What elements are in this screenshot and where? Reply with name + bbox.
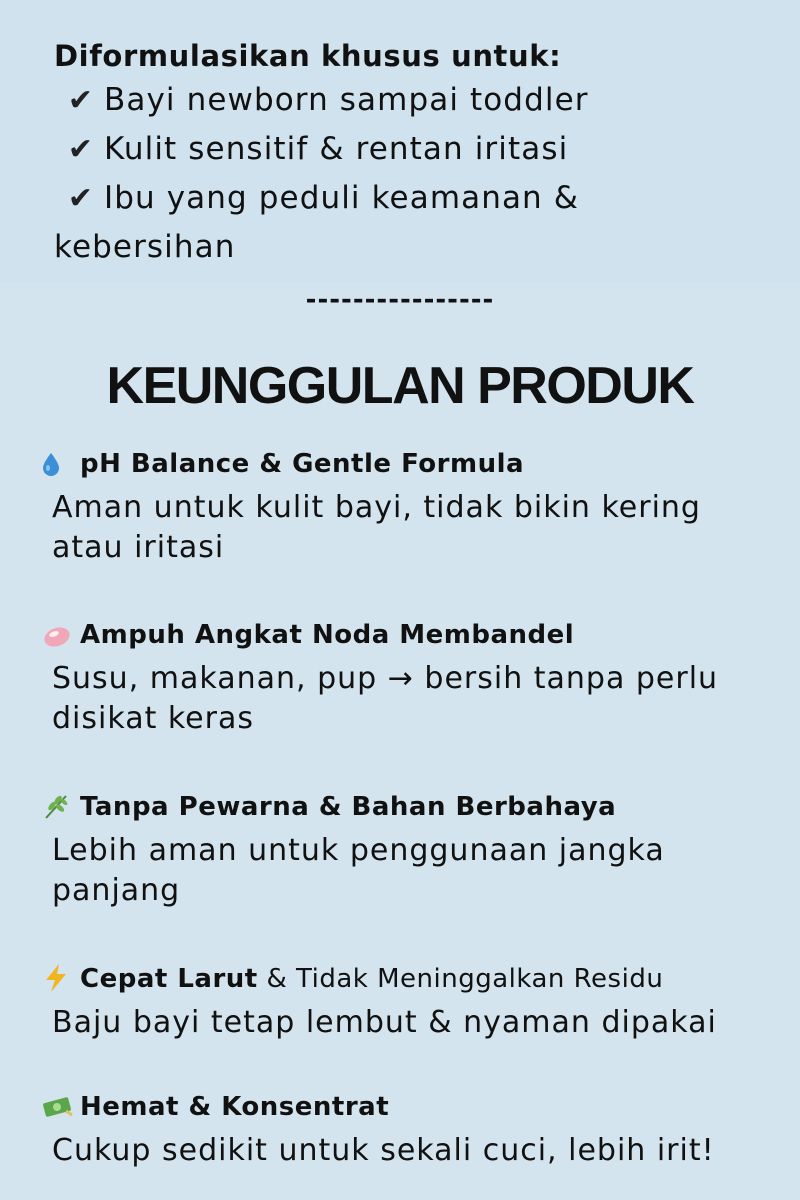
check-mark-icon: ✔ — [67, 181, 95, 216]
feature-description: Baju bayi tetap lembut & nyaman dipakai — [52, 1004, 717, 1040]
intro-item — [54, 174, 654, 271]
feature-description: Cukup sedikit untuk sekali cuci, lebih irit! — [52, 1132, 715, 1168]
feature-heading — [42, 445, 772, 484]
water-drop-icon — [42, 446, 80, 484]
section-title: KEUNGGULAN PRODUK — [106, 357, 694, 415]
herb-icon — [42, 789, 80, 827]
section-divider: ---------------- — [305, 285, 495, 315]
feature-heading — [42, 616, 772, 655]
feature-item — [42, 616, 772, 739]
feature-heading-rest: & Tidak Meninggalkan Residu — [257, 964, 664, 994]
feature-heading-bold: Ampuh Angkat Noda Membandel — [80, 620, 575, 650]
intro-item-text: Kulit sensitif & rentan iritasi — [104, 131, 569, 167]
intro-section — [54, 36, 774, 271]
lightning-icon — [42, 961, 80, 999]
check-mark-icon: ✔ — [67, 132, 95, 167]
intro-item-text: Ibu yang peduli keamanan & kebersihan — [54, 180, 580, 265]
feature-item — [42, 788, 772, 911]
feature-heading — [42, 960, 772, 999]
feature-heading — [42, 788, 772, 827]
intro-item-text: Bayi newborn sampai toddler — [104, 82, 589, 118]
feature-heading-bold: Hemat & Konsentrat — [80, 1092, 390, 1122]
feature-description: Lebih aman untuk penggunaan jangka panjang — [52, 832, 665, 908]
feature-heading-bold: pH Balance & Gentle Formula — [80, 449, 525, 479]
feature-description: Aman untuk kulit bayi, tidak bikin kering atau iritasi — [52, 489, 701, 565]
feature-heading — [42, 1088, 772, 1127]
feature-item — [42, 1088, 772, 1171]
feature-item — [42, 445, 772, 568]
feature-heading-bold: Cepat Larut — [80, 964, 258, 994]
intro-item — [54, 76, 774, 125]
feature-item — [42, 960, 772, 1043]
feature-description: Susu, makanan, pup → bersih tanpa perlu disikat keras — [52, 660, 719, 736]
check-mark-icon: ✔ — [67, 83, 95, 118]
intro-item — [54, 125, 774, 174]
money-icon — [42, 1089, 80, 1127]
intro-title: Diformulasikan khusus untuk: — [54, 39, 562, 73]
feature-heading-bold: Tanpa Pewarna & Bahan Berbahaya — [80, 792, 617, 822]
soap-icon — [42, 617, 80, 655]
